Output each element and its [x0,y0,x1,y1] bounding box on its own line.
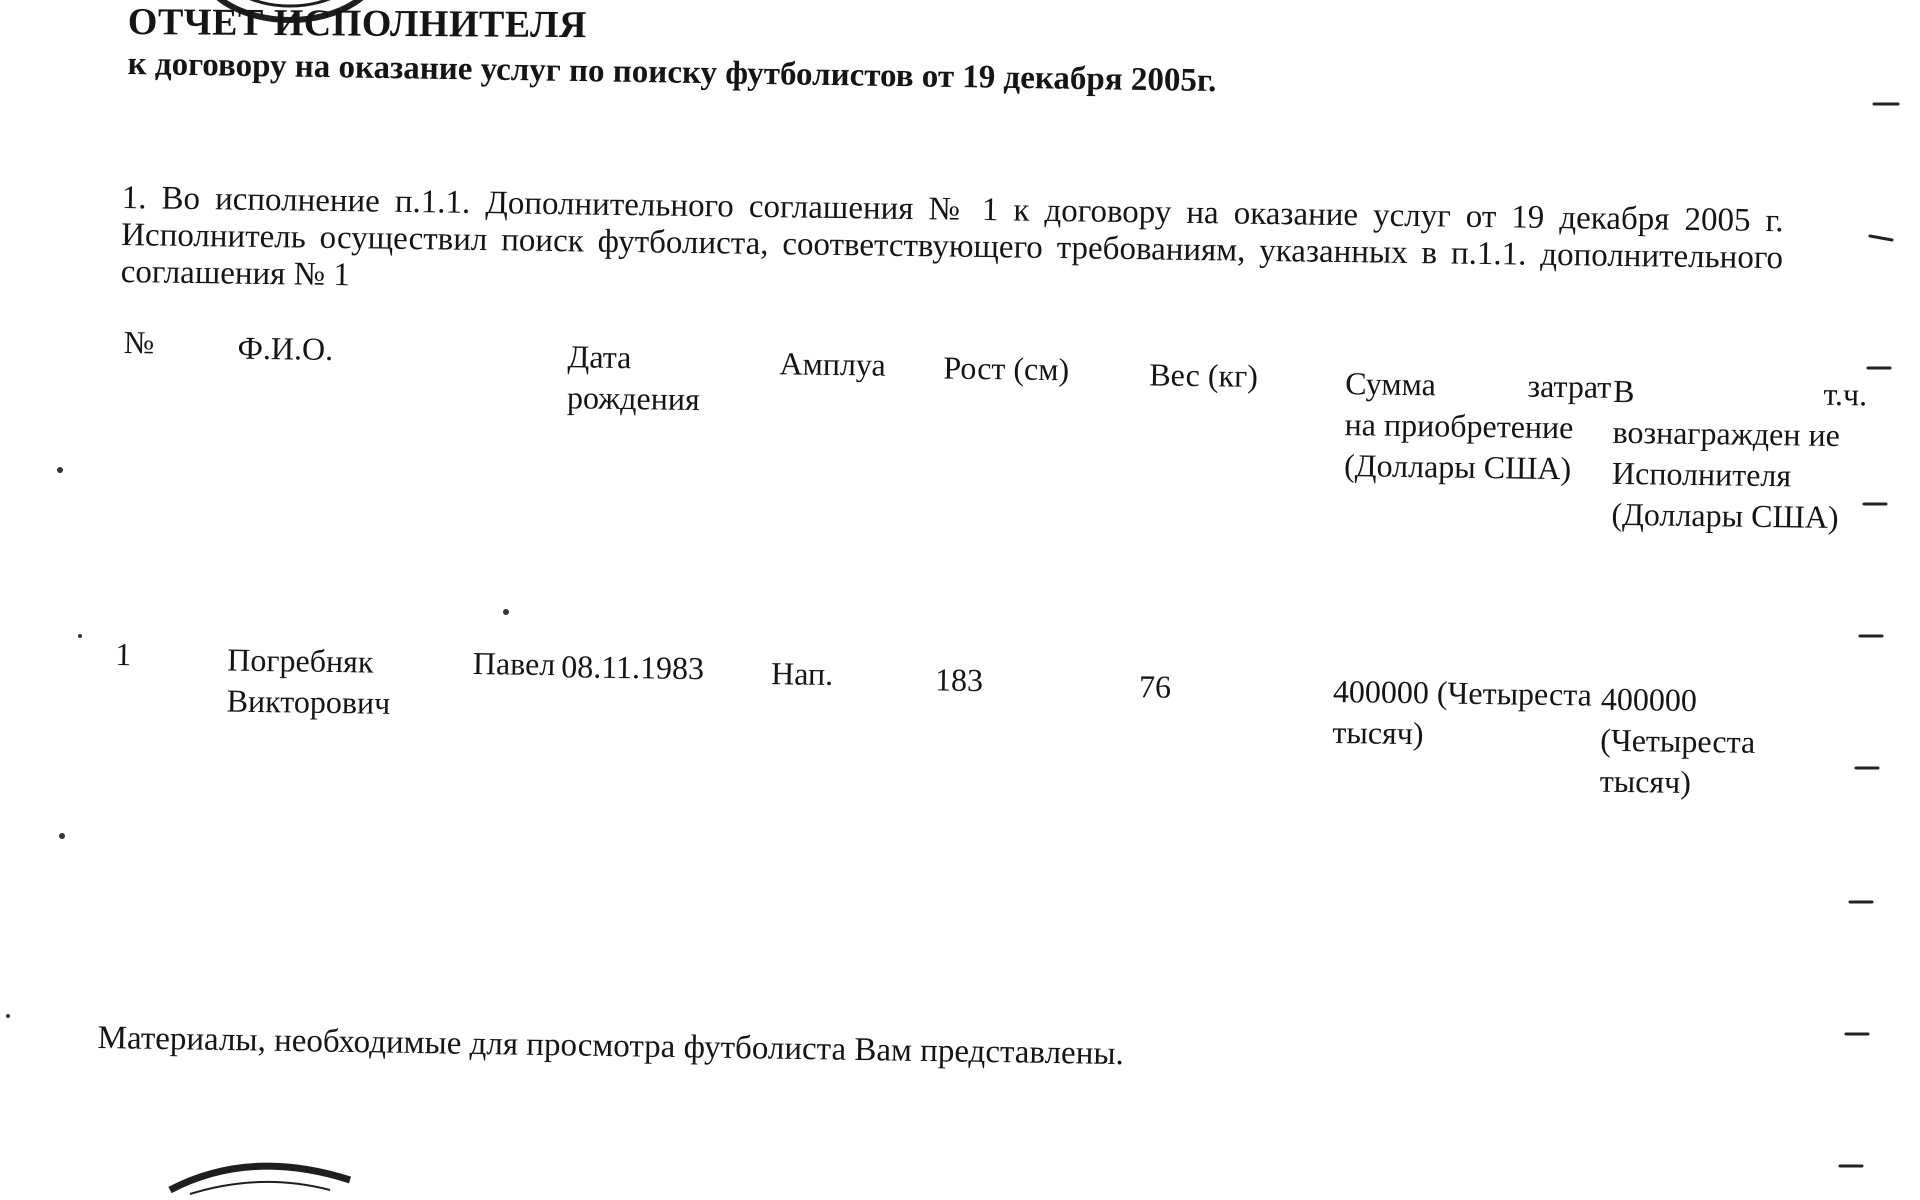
row-role: Нап. [770,655,834,692]
row-fio [226,640,555,727]
row-num: 1 [115,635,132,673]
players-table [113,322,1868,826]
header-sum-first: Сумма [1345,365,1437,403]
header-sum-second: затрат [1527,367,1612,405]
header-weight: Вес (кг) [1149,356,1259,394]
header-fee-rest: вознагражден ие Исполнителя (Доллары США) [1611,413,1841,536]
row-weight: 76 [1138,668,1172,705]
header-height: Рост (см) [943,349,1070,388]
intro-paragraph: 1. Во исполнение п.1.1. Дополнительного соглашения № 1 к договору на оказание услуг от 19 декабря 2005 г. Исполнитель осуществил поиск футболиста, соответствующего требованиям, указанных в п.1.1. дополнительного соглашения № 1 [120,180,1784,294]
row-sum: 400000 (Четыреста тысяч) [1332,672,1593,752]
header-birth-date: Дата рождения [566,338,700,418]
row-height: 183 [934,661,984,699]
row-fio-second: Павел [472,644,556,683]
row-birth-date: 08.11.1983 [560,648,705,687]
page-subtitle: к договору на оказание услуг по поиску футболистов от 19 декабря 2005г. [127,46,1217,100]
header-fee [1611,371,1867,539]
header-fee-second: т.ч. [1823,375,1868,413]
stamp-bottom [160,1150,380,1200]
header-sum-rest: на приобретение (Доллары США) [1343,406,1574,487]
header-num: № [123,324,155,361]
header-sum [1344,363,1612,490]
row-fio-first: Погребняк [227,641,374,680]
page-title: ОТЧЕТ ИСПОЛНИТЕЛЯ [127,0,588,47]
header-fee-first: В [1612,372,1635,410]
row-fio-rest: Викторович [226,682,391,721]
header-role: Амплуа [779,345,886,383]
header-fio: Ф.И.О. [237,329,334,367]
footer-text: Материалы, необходимые для просмотра футболиста Вам представлены. [97,1020,1125,1073]
row-fee: 400000 (Четыреста тысяч) [1599,680,1756,800]
